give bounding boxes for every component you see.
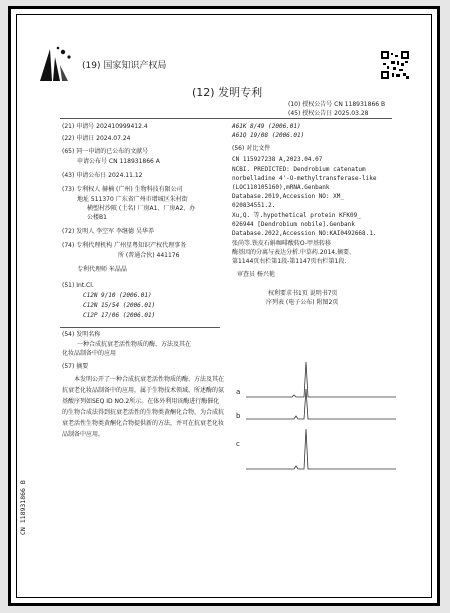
int-cl-title: (51) Int.Cl.: [62, 282, 94, 289]
prior-publication-date: (43) 申请公布日 2024.11.12: [62, 172, 143, 179]
reference-line: 026944 [Dendrobium nobile].Genbank: [232, 221, 355, 228]
trace-label: c: [236, 440, 240, 448]
chromatogram-trace-c: [246, 429, 396, 469]
cnipa-emblem-icon: [38, 43, 74, 83]
application-number: (21) 申请号 202410999412.4: [62, 123, 148, 130]
reference-line: NCBI. PREDICTED: Dendrobium catenatum: [232, 166, 366, 173]
invention-title: 一种合成抗衰老活性物质的酶、方法及其在: [77, 341, 192, 348]
abstract-label: (57) 摘要: [62, 363, 89, 370]
abstract-text: 本发明公开了一种合成抗衰老活性物质的酶、方法及其在抗衰老化妆品制备中的应用，属于生物技术领域。所述酶的氨基酸序列如SEQ ID NO.2所示。在体外利用该酶进行酶催化的生物合成法得到抗衰老活性的生物类黄酮化合物，为合成抗衰老活性生物类黄酮化合物提供新的方法，并可在抗衰老化妆品制备中应用。: [62, 376, 225, 438]
reference-line: Database.2019,Accession NO: XM_: [232, 193, 344, 200]
trace-label: a: [236, 388, 241, 396]
publication-date: (45) 授权公告日 2025.03.28: [288, 110, 369, 117]
agency: 所 (普通合伙) 441176: [118, 252, 180, 259]
classification: C12N 9/10 (2006.01): [83, 292, 152, 299]
reference-line: 酶基因的分离与表达分析.中草药.2014,摘要、: [232, 249, 355, 256]
section-divider: [60, 327, 220, 328]
header-divider: [60, 118, 392, 119]
classification: A61Q 19/08 (2006.01): [232, 132, 305, 139]
chromatogram-trace-a: [246, 362, 396, 397]
chromatogram-trace-b: [246, 389, 396, 419]
publication-number: (10) 授权公告号 CN 118931866 B: [288, 101, 386, 108]
application-date: (22) 申请日 2024.07.24: [62, 135, 131, 142]
reference-line: Xu,Q. 等.hypothetical protein KFK09_: [232, 212, 361, 219]
examiner: 审查员 杨兴艳: [237, 271, 275, 278]
reference-line: 第1144页右栏第1段-第1147页右栏第1段.: [232, 258, 347, 265]
trace-label: b: [236, 412, 241, 420]
inventors: (72) 发明人 李空军 李继德 吴华养: [62, 228, 154, 235]
patent-agent: 专利代理师 米晶晶: [77, 266, 127, 273]
agency: (74) 专利代理机构 广州星粤知识产权代理事务: [62, 242, 187, 249]
invention-title: 化妆品制备中的应用: [62, 350, 117, 357]
patentee: (73) 专利权人 赫楠 (广州) 生物科技有限公司: [62, 186, 183, 193]
hplc-chromatogram-figure: [246, 355, 396, 473]
reference-line: (LOC110105160),mRNA.Genbank: [232, 184, 330, 191]
classification: C12P 17/06 (2006.01): [83, 312, 156, 319]
address-line: 地址 511370 广东省广州市增城区朱村街: [77, 196, 188, 203]
classification: C12N 15/54 (2006.01): [83, 302, 156, 309]
cited-references-title: (56) 对比文件: [232, 145, 271, 152]
side-publication-number: CN 118931866 B: [19, 480, 27, 535]
reference-line: Database.2022,Accession NO:KAI0492668.1.: [232, 230, 377, 237]
title-label: (54) 发明名称: [62, 331, 101, 338]
document-type: (12) 发明专利: [192, 86, 263, 99]
address-line: 横塱村沙陂 (土名) 厂房A1、厂房A2、办: [87, 205, 196, 212]
prior-publication-title: (65) 同一申请的已公布的文献号: [62, 148, 149, 155]
prior-publication-number: 申请公布号 CN 118931866 A: [77, 158, 160, 165]
patent-office: (19) 国家知识产权局: [82, 61, 167, 71]
page-counts: 权利要求书1页 说明书7页: [268, 290, 338, 297]
address-line: 公楼B1: [87, 214, 107, 221]
reference-line: norbelladine 4'-O-methyltransferase-like: [232, 175, 377, 182]
page-counts: 序列表 (电子公布) 附图2页: [266, 299, 339, 306]
classification: A61K 8/49 (2006.01): [232, 123, 301, 130]
qr-code-icon: [381, 51, 409, 79]
reference-line: 张尚等.铁皮石斛咖啡酸转O-甲基转移: [232, 240, 331, 247]
reference-line: CN 115927238 A,2023.04.07: [232, 156, 323, 163]
reference-line: 020834551.2.: [232, 202, 276, 209]
